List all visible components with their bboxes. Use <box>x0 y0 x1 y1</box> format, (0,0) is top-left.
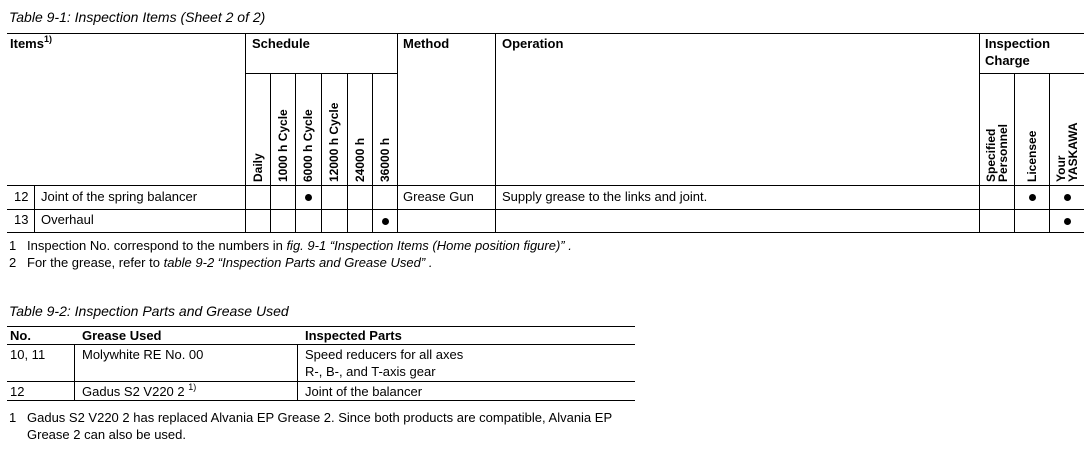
schedule-col-12000h: 12000 h Cycle <box>327 102 341 182</box>
table2-bottom-border <box>7 400 635 401</box>
row-12-bottom-border <box>7 209 1084 210</box>
charge-col-licensee: Licensee <box>1025 130 1039 182</box>
row-12-method: Grease Gun <box>403 189 474 204</box>
no-column-divider <box>34 185 35 232</box>
table2-row2-parts: Joint of the balancer <box>305 384 423 399</box>
row-13-number: 13 <box>14 212 29 227</box>
row-12-operation: Supply grease to the links and joint. <box>502 189 708 204</box>
items-header: Items$^{1)}$ <box>10 34 52 51</box>
charge-mark-bullet <box>1064 194 1071 201</box>
operation-column-divider <box>979 33 980 232</box>
header-bottom-border <box>7 185 1084 186</box>
inspection-items-table <box>7 33 1084 233</box>
table-9-2-footnote-1: 1 Gadus S2 V220 2 has replaced Alvania EP Grease 2. Since both products are compatible, Alvania EP Grease 2 can also be used. <box>9 410 612 442</box>
operation-header: Operation <box>502 36 564 51</box>
schedule-mark-bullet <box>305 194 312 201</box>
charge-mark-bullet <box>1064 218 1071 225</box>
table2-row-divider <box>7 381 635 382</box>
row-13-item: Overhaul <box>41 212 94 227</box>
schedule-col-daily: Daily <box>251 153 265 182</box>
inspection-charge-header: Inspection Charge <box>985 36 1051 68</box>
table2-col-divider <box>297 344 298 400</box>
table-9-2-caption: Table 9-2: Inspection Parts and Grease Used <box>9 303 289 319</box>
row-12-item: Joint of the spring balancer <box>41 189 198 204</box>
charge-col-specified-personnel: Specified Personnel <box>984 123 1010 182</box>
table2-row2-no: 12 <box>10 384 25 399</box>
table2-parts-header: Inspected Parts <box>305 328 402 343</box>
table-9-1-footnote-2: 2 For the grease, refer to table 9-2 “Inspection Parts and Grease Used” . <box>9 255 433 270</box>
table2-col-divider <box>74 344 75 400</box>
row-12-number: 12 <box>14 189 29 204</box>
charge-header-divider <box>979 73 1084 74</box>
table2-row1-no: 10, 11 <box>10 347 46 362</box>
table2-row1-parts-line1: Speed reducers for all axes <box>305 347 464 362</box>
table2-header-border <box>7 344 635 345</box>
method-header: Method <box>403 36 450 51</box>
schedule-column-divider <box>397 33 398 232</box>
table-top-border <box>7 33 1084 34</box>
table2-row2-grease: Gadus S2 V220 2 $^{1)}$ <box>82 382 197 399</box>
table-9-2-link[interactable]: table 9-2 <box>163 255 215 270</box>
method-column-divider <box>495 33 496 232</box>
table-bottom-border <box>7 232 1084 233</box>
table-9-1-footnote-1: 1 Inspection No. correspond to the numbers in fig. 9-1 “Inspection Items (Home position figure)” . <box>9 238 572 253</box>
schedule-col-36000h: 36000 h <box>378 137 392 182</box>
table-9-1-caption: Table 9-1: Inspection Items (Sheet 2 of 2) <box>9 9 266 25</box>
schedule-mark-bullet <box>382 218 389 225</box>
schedule-col-24000h: 24000 h <box>353 137 367 182</box>
table2-no-header: No. <box>10 328 31 343</box>
schedule-col-6000h: 6000 h Cycle <box>301 109 315 182</box>
charge-mark-bullet <box>1029 194 1036 201</box>
table2-row1-parts-line2: R-, B-, and T-axis gear <box>305 364 436 379</box>
schedule-col-1000h: 1000 h Cycle <box>276 109 290 182</box>
schedule-header: Schedule <box>252 36 310 51</box>
inspection-parts-grease-table <box>7 326 635 402</box>
fig-9-1-link[interactable]: fig. 9-1 <box>286 238 327 253</box>
table2-grease-header: Grease Used <box>82 328 162 343</box>
table2-row1-grease: Molywhite RE No. 00 <box>82 347 204 362</box>
charge-col-your-yaskawa: Your YASKAWA <box>1053 122 1080 182</box>
